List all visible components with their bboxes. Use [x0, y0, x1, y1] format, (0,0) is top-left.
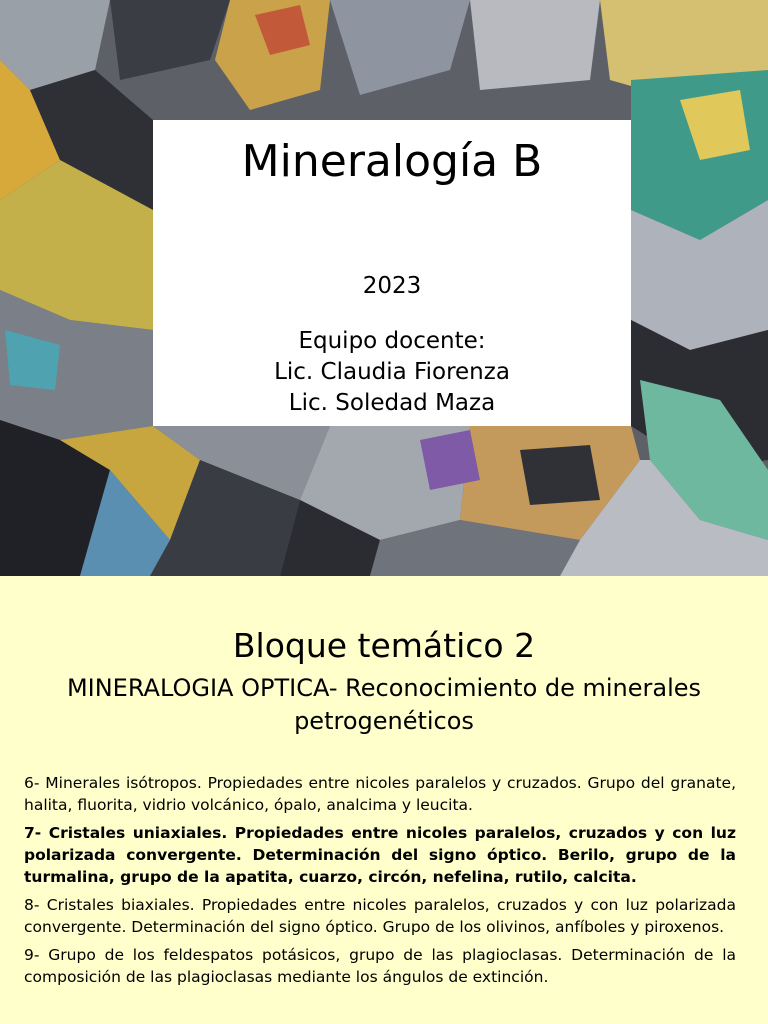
content-slide — [0, 576, 768, 1024]
team-member: Lic. Claudia Fiorenza — [274, 359, 510, 385]
title: Mineralogía B — [241, 136, 543, 187]
topic-item: 9- Grupo de los feldespatos potásicos, grupo de las plagioclasas. Determinación de la composición de las plagioclasas mediante los ángulos de extinción. — [24, 946, 736, 986]
topic-item: 6- Minerales isótropos. Propiedades entre nicoles paralelos y cruzados. Grupo del granate, halita, fluorita, vidrio volcánico, ópalo, analcima y leucita. — [24, 774, 736, 814]
team-label: Equipo docente: — [298, 328, 486, 354]
team-member: Lic. Soledad Maza — [288, 390, 496, 416]
year: 2023 — [362, 273, 422, 299]
topic-item: 7- Cristales uniaxiales. Propiedades entre nicoles paralelos, cruzados y con luz polarizada convergente. Determinación del signo óptico. Berilo, grupo de la turmalina, grupo de la apatita, cuarzo, circón, nefelina, rutilo, calcita. — [24, 824, 736, 886]
teaching-team — [153, 326, 631, 419]
block-heading: Bloque temático 2 — [232, 626, 536, 665]
topic-item: 8- Cristales biaxiales. Propiedades entre nicoles paralelos, cruzados y con luz polarizada convergente. Determinación del signo óptico. Grupo de los olivinos, anfíboles y piroxenos. — [24, 896, 736, 936]
block-subtitle: MINERALOGIA OPTICA- Reconocimiento de minerales petrogenéticos — [66, 674, 702, 735]
topic-list — [24, 772, 736, 994]
title-box — [153, 120, 631, 426]
